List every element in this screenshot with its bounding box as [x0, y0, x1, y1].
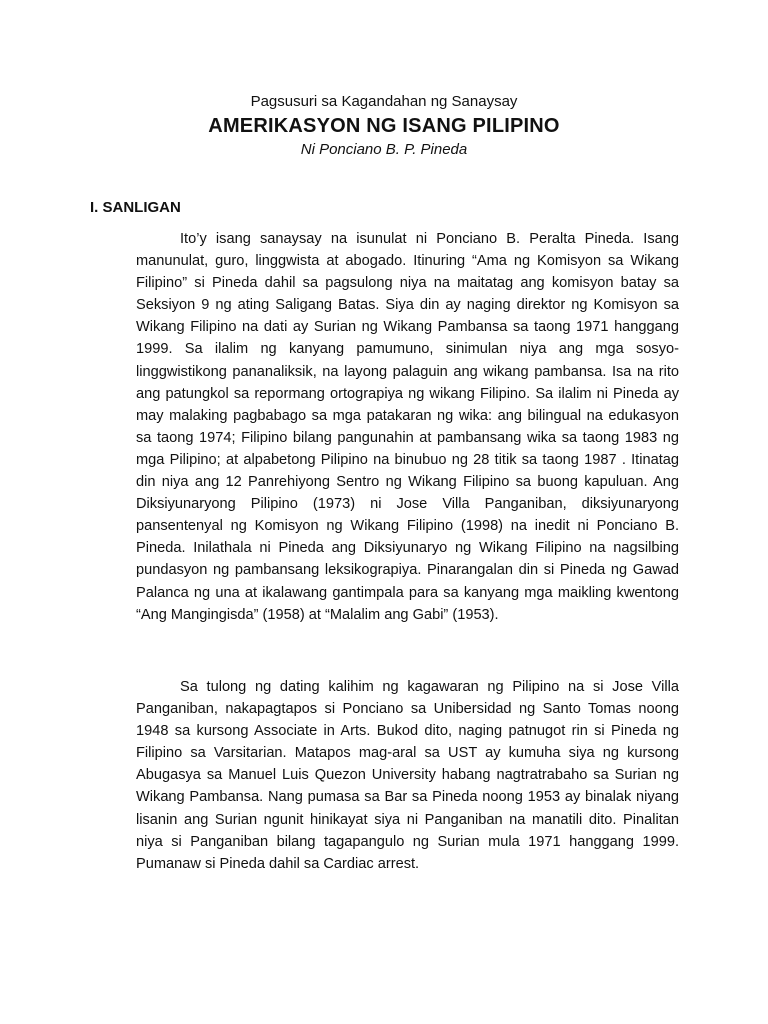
paragraph-2: Sa tulong ng dating kalihim ng kagawaran ng Pilipino na si Jose Villa Panganiban, nakapagtapos si Ponciano sa Unibersidad ng Santo Tomas noong 1948 sa kursong Associate in Arts. Bukod dito, naging patnugot rin si Pineda ng Filipino sa Varsitarian. Matapos mag-aral sa UST ay kumuha siya ng kursong Abugasya sa Manuel Luis Quezon University habang nagtratrabaho sa Surian ng Wikang Pambansa. Nang pumasa sa Bar sa Pineda noong 1953 ay binalak niyang lisanin ang Surian ngunit hinikayat siya ni Panganiban na manatili dito. Pinalitan niya si Panganiban bilang tagapangulo ng Surian mula 1971 hanggang 1999. Pumanaw si Pineda dahil sa Cardiac arrest. — [136, 679, 679, 872]
document-title: AMERIKASYON NG ISANG PILIPINO — [208, 115, 560, 137]
document-author: Ni Ponciano B. P. Pineda — [300, 141, 468, 158]
section-heading: I. SANLIGAN — [90, 199, 181, 216]
document-subtitle: Pagsusuri sa Kagandahan ng Sanaysay — [250, 93, 518, 110]
paragraph-1: Ito’y isang sanaysay na isunulat ni Ponciano B. Peralta Pineda. Isang manunulat, guro, linggwista at abogado. Itinuring “Ama ng Komisyon sa Wikang Filipino” si Pineda dahil sa pagsulong niya na maitatag ang komisyon batay sa Seksiyon 9 ng ating Saligang Batas. Siya din ay naging direktor ng Komisyon sa Wikang Filipino na dati ay Surian ng Wikang Pambansa sa taong 1971 hanggang 1999. Sa ilalim ng kanyang pamumuno, sinimulan niya ang mga sosyo-linggwistikong pananaliksik, na layong palaguin ang wikang pambansa. Isa na rito ang patungkol sa repormang ortograpiya ng wikang Filipino. Sa ilalim ni Pineda ay may malaking pagbabago sa mga patakaran ng wika: ang bilingual na edukasyon sa taong 1974; Filipino bilang pangunahin at pambansang wika sa taong 1983 ng mga Pilipino; at alpabetong Pilipino na binubuo ng 28 titik sa taong 1987 . Itinatag din niya ang 12 Panrehiyong Sentro ng Wikang Filipino sa buong kapuluan. Ang Diksiyunaryong Pilipino (1973) ni Jose Villa Panganiban, diksiyunaryong pansentenyal ng Komisyon ng Wikang Filipino (1998) na inedit ni Ponciano B. Pineda. Inilathala ni Pineda ang Diksiyunaryo ng Wikang Filipino na nagsilbing pundasyon ng pambansang leksikograpiya. Pinarangalan din si Pineda ng Gawad Palanca ng una at ikalawang gantimpala para sa kanyang mga maikling kwentong “Ang Mangingisda” (1958) at “Malalim ang Gabi” (1953). — [136, 231, 679, 623]
document-header — [0, 92, 768, 160]
